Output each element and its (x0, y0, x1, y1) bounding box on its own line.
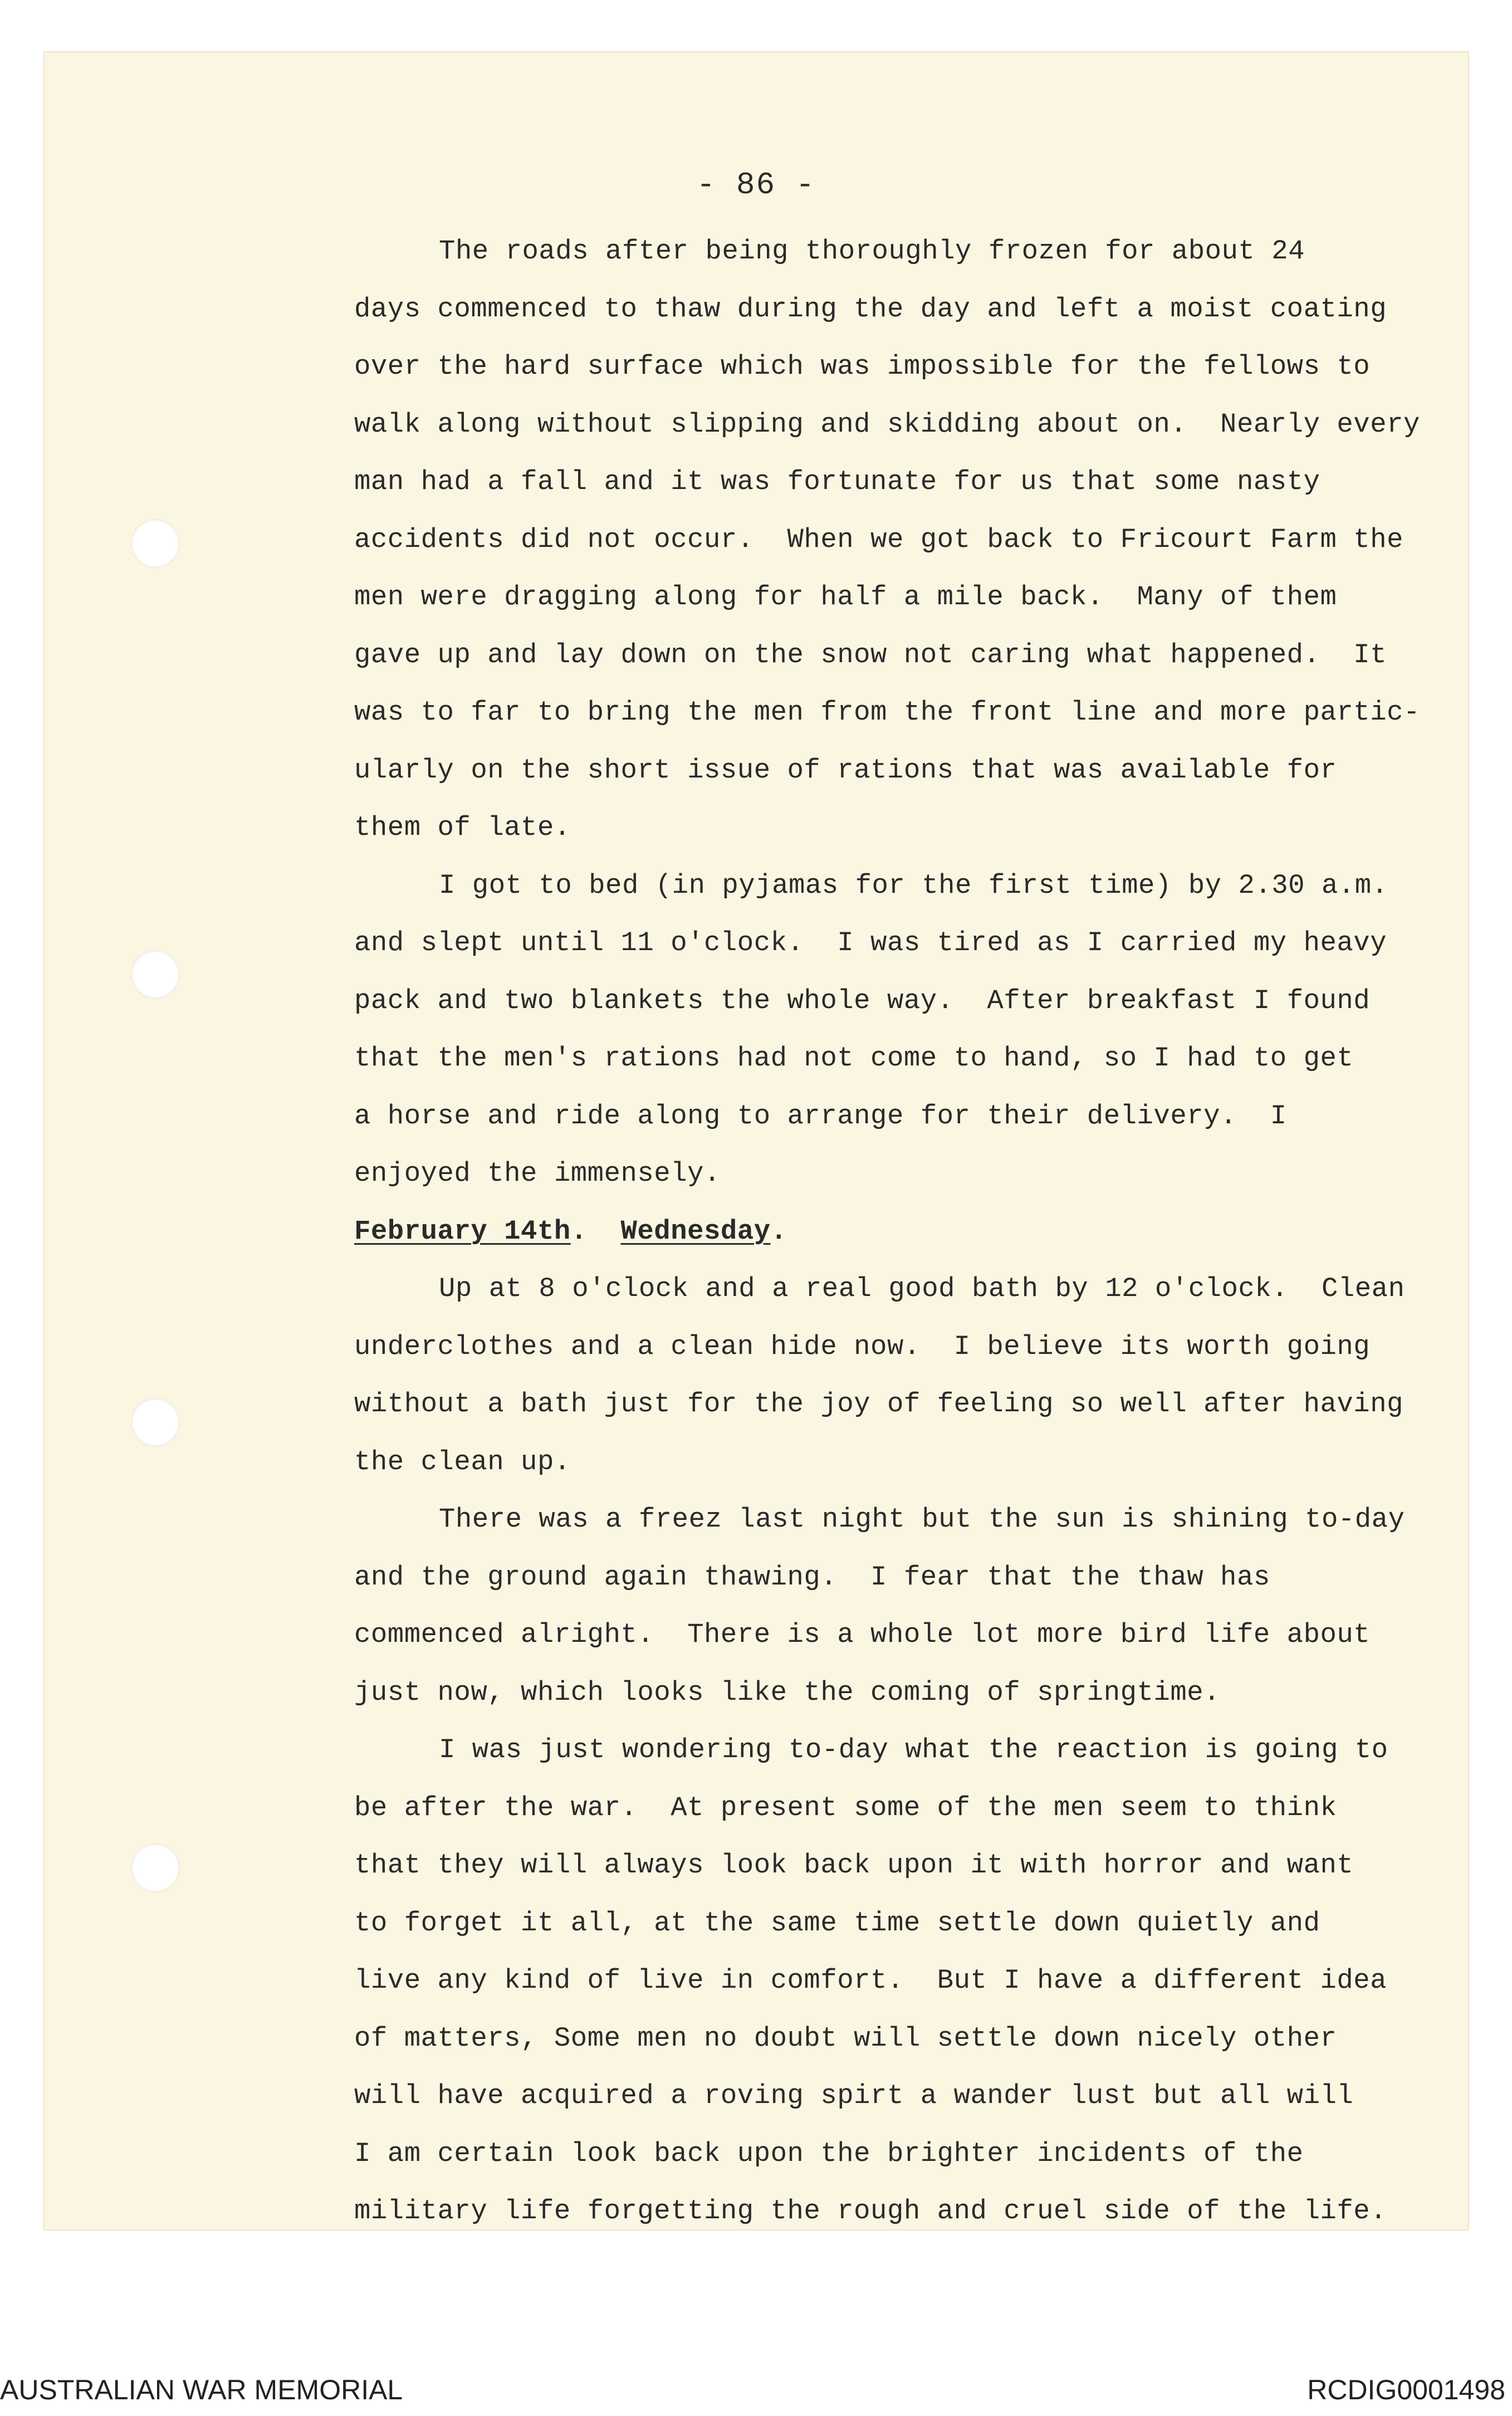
archive-name: AUSTRALIAN WAR MEMORIAL (0, 2374, 403, 2405)
text-line: will have acquired a roving spirt a wander lust but all will (354, 2080, 1354, 2111)
text-line: underclothes and a clean hide now. I believe its worth going (354, 1331, 1371, 1362)
text-line: without a bath just for the joy of feeling so well after having (354, 1388, 1404, 1420)
text-line: commenced alright. There is a whole lot more bird life about (354, 1619, 1371, 1650)
punch-hole (131, 1843, 180, 1892)
text-line: over the hard surface which was impossible for the fellows to (354, 351, 1371, 382)
text-line: I was just wondering to-day what the reaction is going to (439, 1734, 1388, 1765)
text-line: and slept until 11 o'clock. I was tired as I carried my heavy (354, 927, 1387, 958)
text-line: the clean up. (354, 1446, 571, 1478)
diary-text (354, 223, 1468, 2241)
text-line: walk along without slipping and skidding about on. Nearly every (354, 408, 1420, 440)
paragraph (354, 1491, 1468, 1721)
entry-date: February 14th (354, 1215, 571, 1247)
text-line: that they will always look back upon it with horror and want (354, 1850, 1354, 1881)
paragraph (354, 857, 1468, 1203)
text-line: and the ground again thawing. I fear that the thaw has (354, 1561, 1270, 1593)
text-line: men were dragging along for half a mile back. Many of them (354, 581, 1337, 613)
text-line: I am certain look back upon the brighter incidents of the (354, 2138, 1304, 2169)
text-line: There was a freez last night but the sun is shining to-day (439, 1504, 1405, 1535)
paragraph (354, 1260, 1468, 1491)
text-line: I got to bed (in pyjamas for the first time) by 2.30 a.m. (439, 869, 1388, 901)
text-line: of matters, Some men no doubt will settle down nicely other (354, 2022, 1337, 2054)
text-line: gave up and lay down on the snow not caring what happened. It (354, 639, 1387, 671)
text-line: pack and two blankets the whole way. After breakfast I found (354, 985, 1371, 1016)
punch-hole (131, 950, 180, 999)
text-line: Up at 8 o'clock and a real good bath by 12 o'clock. Clean (439, 1273, 1405, 1304)
text-line: them of late. (354, 812, 571, 843)
text-line: was to far to bring the men from the front line and more partic- (354, 697, 1420, 728)
text-line: enjoyed the immensely. (354, 1158, 721, 1189)
entry-weekday: Wednesday (620, 1215, 771, 1247)
punch-hole (131, 1398, 180, 1447)
paragraph (354, 1721, 1468, 2241)
text-line: live any kind of live in comfort. But I have a different idea (354, 1965, 1387, 1996)
text-line: The roads after being thoroughly frozen for about 24 (439, 236, 1305, 267)
text-line: to forget it all, at the same time settle down quietly and (354, 1907, 1320, 1939)
text-line: accidents did not occur. When we got back to Fricourt Farm the (354, 524, 1404, 555)
text-line: that the men's rations had not come to hand, so I had to get (354, 1043, 1354, 1074)
text-line: ularly on the short issue of rations that was available for (354, 754, 1337, 786)
record-id: RCDIG0001498 (1307, 2374, 1505, 2405)
text-line: military life forgetting the rough and cruel side of the life. (354, 2195, 1387, 2227)
diary-entry-heading: February 14th. Wednesday. (354, 1215, 787, 1247)
text-line: just now, which looks like the coming of springtime. (354, 1676, 1221, 1708)
text-line: days commenced to thaw during the day and left a moist coating (354, 293, 1387, 325)
text-line: a horse and ride along to arrange for their delivery. I (354, 1100, 1287, 1132)
text-line: man had a fall and it was fortunate for us that some nasty (354, 466, 1320, 497)
punch-hole (131, 519, 180, 568)
paragraph (354, 223, 1468, 857)
text-line: be after the war. At present some of the men seem to think (354, 1792, 1337, 1823)
page-number: - 86 - (696, 167, 816, 203)
